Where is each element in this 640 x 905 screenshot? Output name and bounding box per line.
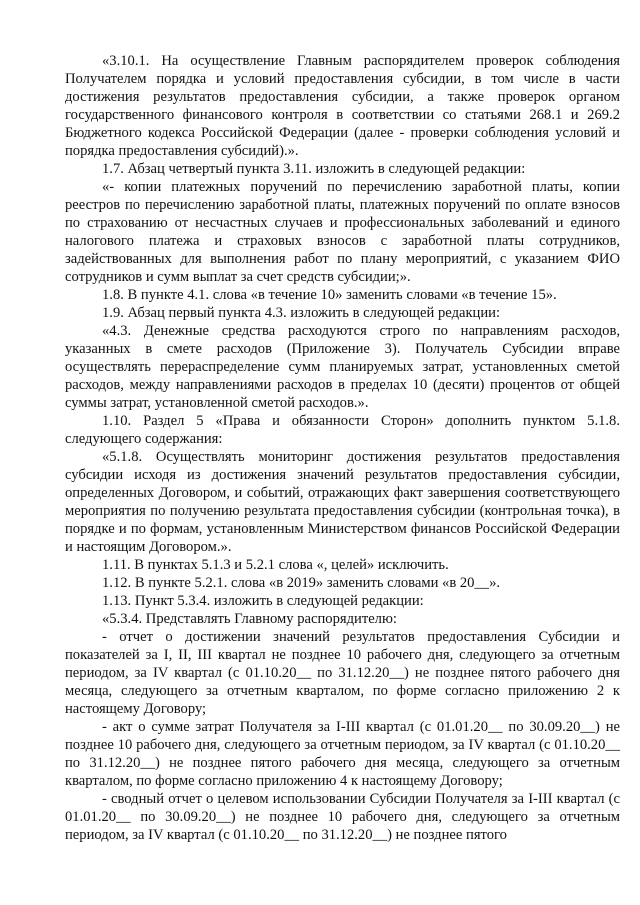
paragraph-summary-report: - сводный отчет о целевом использовании Субсидии Получателя за I-III квартал (с 01.01.20__ по 30.09.20__) не позднее 10 рабочего дня, следующего за отчетным периодом, за IV квартал (с 01.10.20__ по 31.12.20__) не позднее пятого <box>65 791 620 843</box>
paragraph-1-7: 1.7. Абзац четвертый пункта 3.11. изложить в следующей редакции: <box>102 161 526 177</box>
document-body <box>65 52 620 844</box>
paragraph-1-12: 1.12. В пункте 5.2.1. слова «в 2019» заменить словами «в 20__». <box>102 575 501 591</box>
paragraph-report-results: - отчет о достижении значений результатов предоставления Субсидии и показателей за I, II, III квартал не позднее 10 рабочего дня, следующего за отчетным периодом, за IV квартал (с 01.10.20__ по 31.12.20__) не позднее пятого рабочего дня месяца, следующего за отчетным кварталом, по форме согласно приложению 2 к настоящему Договору; <box>65 629 620 717</box>
paragraph-4-3: «4.3. Денежные средства расходуются строго по направлениям расходов, указанных в смете расходов (Приложение 3). Получатель Субсидии вправе осуществлять перераспределение сумм планируемых затрат, установленных сметой расходов, между направлениями расходов в пределах 10 (десяти) процентов от общей суммы затрат, установленной сметой расходов.». <box>65 323 620 411</box>
paragraph-1-8: 1.8. В пункте 4.1. слова «в течение 10» заменить словами «в течение 15». <box>102 287 557 303</box>
paragraph-1-9: 1.9. Абзац первый пункта 4.3. изложить в следующей редакции: <box>102 305 501 321</box>
paragraph-3-10-1: «3.10.1. На осуществление Главным распорядителем проверок соблюдения Получателем порядка и условий предоставления субсидии, в том числе в части достижения результатов предоставления субсидии, а также проверок органом государственного финансового контроля в соответствии со статьями 268.1 и 269.2 Бюджетного кодекса Российской Федерации (далее - проверки соблюдения условий и порядка предоставления субсидий).». <box>65 53 620 159</box>
paragraph-payment-copies: «- копии платежных поручений по перечислению заработной платы, копии реестров по перечислению заработной платы, платежных поручений по оплате взносов по страхованию от несчастных случаев и профессиональных заболеваний и единого налогового платежа и страховых взносов с заработной платы сотрудников, задействованных для выполнения работ по плану мероприятий, с указанием ФИО сотрудников и сумм выплат за счет средств субсидии;». <box>65 179 620 285</box>
paragraph-cost-act: - акт о сумме затрат Получателя за I-III квартал (с 01.01.20__ по 30.09.20__) не позднее 10 рабочего дня, следующего за отчетным периодом, за IV квартал (с 01.10.20__ по 31.12.20__) не позднее пятого рабочего дня месяца, следующего за отчетным кварталом, по форме согласно приложению 4 к настоящему Договору; <box>65 719 620 789</box>
paragraph-5-3-4: «5.3.4. Представлять Главному распорядителю: <box>102 611 397 627</box>
paragraph-5-1-8: «5.1.8. Осуществлять мониторинг достижения результатов предоставления субсидии исходя из достижения значений результатов предоставления субсидии, определенных Договором, и событий, отражающих факт завершения соответствующего мероприятия по получению результата предоставления субсидии (контрольная точка), в порядке и по формам, установленным Министерством финансов Российской Федерации и настоящим Договором.». <box>65 449 620 555</box>
paragraph-1-11: 1.11. В пунктах 5.1.3 и 5.2.1 слова «, целей» исключить. <box>102 557 449 573</box>
paragraph-1-10: 1.10. Раздел 5 «Права и обязанности Сторон» дополнить пунктом 5.1.8. следующего содержания: <box>65 413 620 447</box>
paragraph-1-13: 1.13. Пункт 5.3.4. изложить в следующей редакции: <box>102 593 424 609</box>
